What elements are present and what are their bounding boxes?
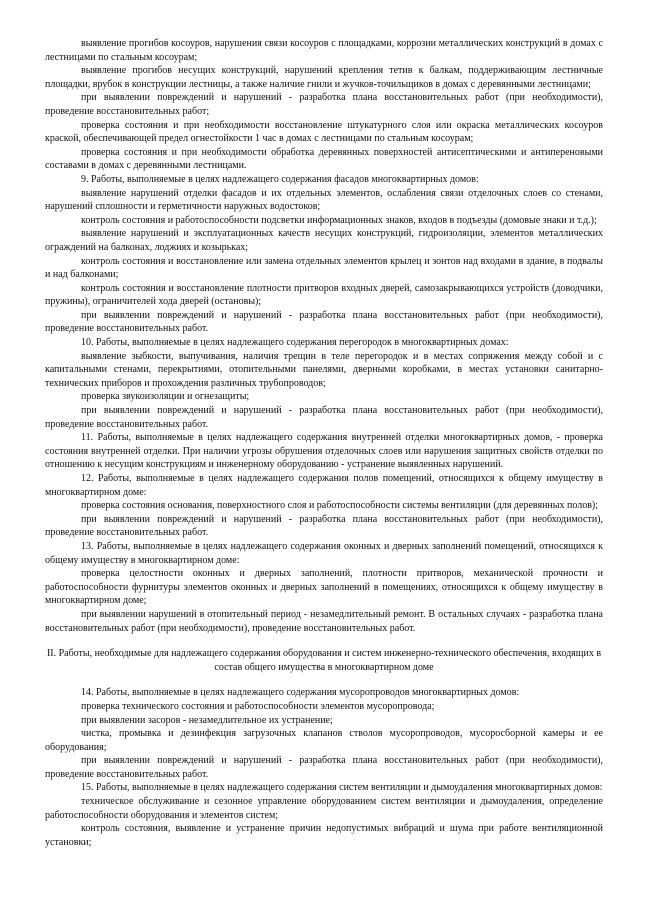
paragraph: при выявлении повреждений и нарушений - разработка плана восстановительных работ (при необходимости), проведение восстановительных работ. — [45, 755, 603, 780]
paragraph-heading-12: 12. Работы, выполняемые в целях надлежащего содержания полов помещений, относящихся к общему имуществу в многоквартирном доме: — [45, 473, 603, 498]
paragraph: выявление нарушений отделки фасадов и их отдельных элементов, ослабления связи отделочных слоев со стенами, нарушений сплошности и герметичности наружных водостоков; — [45, 187, 603, 213]
paragraph-heading-10: 10. Работы, выполняемые в целях надлежащего содержания перегородок в многоквартирных домах: — [81, 337, 509, 349]
paragraph: контроль состояния и работоспособности подсветки информационных знаков, входов в подъезды (домовые знаки и т.д.); — [81, 214, 597, 226]
paragraph: при выявлении повреждений и нарушений - разработка плана восстановительных работ (при необходимости), проведение восстановительных работ. — [45, 513, 603, 539]
paragraph: проверка целостности оконных и дверных заполнений, плотности притворов, механической прочности и работоспособности фурнитуры элементов оконных и дверных заполнений в помещениях, относящихся к общему имуществу в многоквартирном доме; — [45, 568, 603, 607]
paragraph: выявление прогибов косоуров, нарушения связи косоуров с площадками, коррозии металлических конструкций в домах с лестницами по стальным косоурам; — [45, 38, 603, 63]
paragraph: проверка состояния основания, поверхностного слоя и работоспособности системы вентиляции (для деревянных полов); — [81, 500, 599, 512]
paragraph-heading-13: 13. Работы, выполняемые в целях надлежащего содержания оконных и дверных заполнений помещений, относящихся к общему имуществу в многоквартирном доме: — [45, 540, 603, 566]
document-page — [45, 37, 603, 849]
paragraph: контроль состояния, выявление и устранение причин недопустимых вибраций и шума при работе вентиляционной установки; — [45, 823, 603, 848]
paragraph: проверка состояния и при необходимости обработка деревянных поверхностей антисептическими и антипереновыми составами в домах с деревянными лестницами. — [45, 146, 603, 172]
paragraph: при выявлении повреждений и нарушений - разработка плана восстановительных работ (при необходимости), проведение восстановительных работ. — [45, 309, 603, 335]
paragraph: проверка технического состояния и работоспособности элементов мусоропровода; — [81, 700, 435, 712]
paragraph: при выявлении повреждений и нарушений - разработка плана восстановительных работ (при необходимости), проведение восстановительных работ; — [45, 92, 603, 117]
section-title: II. Работы, необходимые для надлежащего содержания оборудования и систем инженерно-технического обеспечения, входящих в состав общего имущества в многоквартирном доме — [46, 648, 602, 673]
paragraph: выявление прогибов несущих конструкций, нарушений крепления тетив к балкам, поддерживающим лестничные площадки, врубок в конструкции лестницы, а также наличие гнили и жучков-точильщиков в домах с деревянными лестницами; — [45, 65, 603, 90]
paragraph: проверка звукоизоляции и огнезащиты; — [81, 391, 250, 403]
paragraphs-bottom — [45, 686, 603, 849]
paragraph: контроль состояния и восстановление плотности притворов входных дверей, самозакрывающихся устройств (доводчики, пружины), ограничителей хода дверей (остановы); — [45, 282, 603, 308]
paragraph: при выявлении повреждений и нарушений - разработка плана восстановительных работ (при необходимости), проведение восстановительных работ. — [45, 405, 603, 430]
paragraph-heading-9: 9. Работы, выполняемые в целях надлежащего содержания фасадов многоквартирных домов: — [81, 173, 479, 185]
paragraph: проверка состояния и при необходимости восстановление штукатурного слоя или окраска металлических косоуров краской, обеспечивающей предел огнестойкости 1 час в домах с лестницами по стальным косоурам; — [45, 119, 603, 145]
paragraph-heading-14: 14. Работы, выполняемые в целях надлежащего содержания мусоропроводов многоквартирных домов: — [81, 687, 520, 699]
paragraph: выявление нарушений и эксплуатационных качеств несущих конструкций, гидроизоляции, элементов металлических ограждений на балконах, лоджиях и козырьках; — [45, 228, 603, 253]
paragraph: при выявлении засоров - незамедлительное их устранение; — [81, 714, 333, 726]
paragraph-heading-11: 11. Работы, выполняемые в целях надлежащего содержания внутренней отделки многоквартирных домов, - проверка состояния внутренней отделки. При наличии угрозы обрушения отделочных слоев или нарушения защитных свойств отделки по отношению к несущим конструкциям и инженерному оборудованию - устранение выявленных нарушений. — [45, 432, 603, 471]
paragraph: чистка, промывка и дезинфекция загрузочных клапанов стволов мусоропроводов, мусоросборной камеры и ее оборудования; — [45, 728, 603, 753]
paragraph: при выявлении нарушений в отопительный период - незамедлительный ремонт. В остальных случаях - разработка плана восстановительных работ (при необходимости), проведение восстановительных работ. — [45, 608, 603, 634]
paragraph-heading-15: 15. Работы, выполняемые в целях надлежащего содержания систем вентиляции и дымоудаления многоквартирных домов: — [81, 782, 603, 794]
paragraph: выявление зыбкости, выпучивания, наличия трещин в теле перегородок и в местах сопряжения между собой и с капитальными стенами, перекрытиями, отопительными панелями, дверными коробками, в местах установки санитарно-технических приборов и прохождения различных трубопроводов; — [45, 350, 603, 389]
paragraphs-top — [45, 37, 603, 635]
paragraph: контроль состояния и восстановление или замена отдельных элементов крылец и зонтов над входами в здание, в подвалы и над балконами; — [45, 255, 603, 281]
paragraph: техническое обслуживание и сезонное управление оборудованием систем вентиляции и дымоудаления, определение работоспособности оборудования и элементов систем; — [45, 796, 603, 821]
